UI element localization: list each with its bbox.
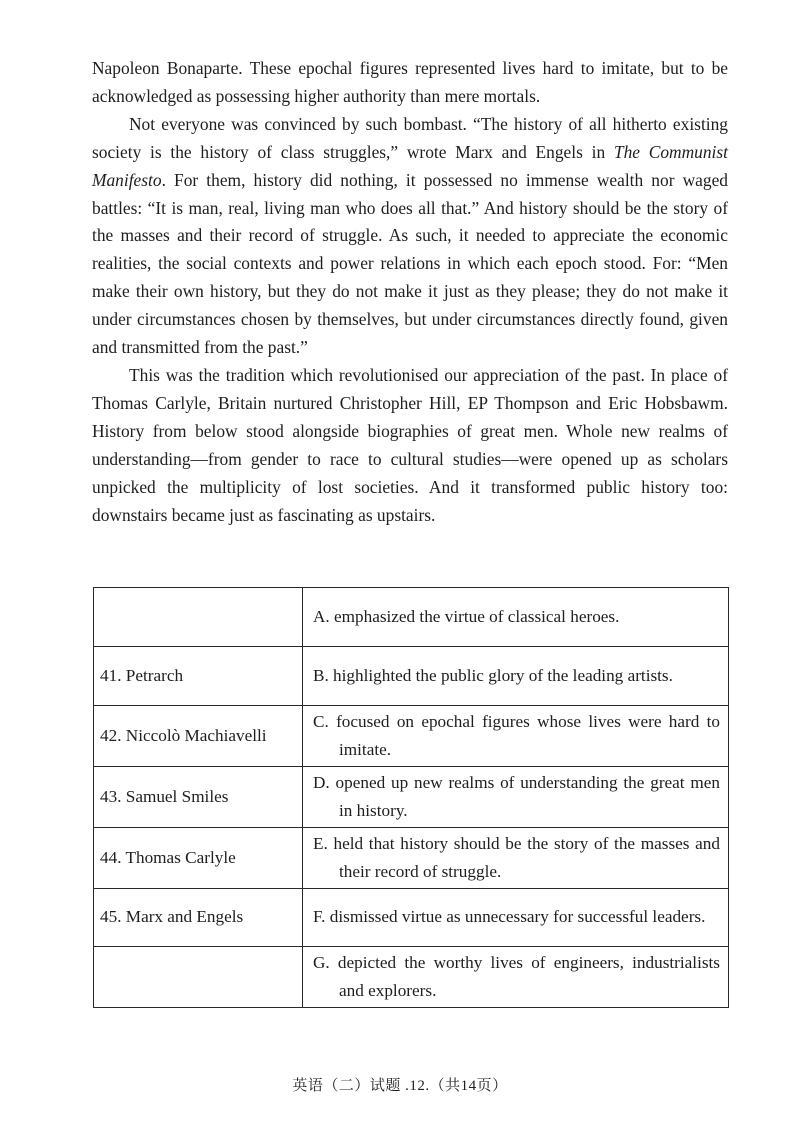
option-cell [303,888,729,947]
question-cell [94,947,303,1008]
book-title: The Communist Manifesto [92,141,728,190]
question-cell: 45. Marx and Engels [94,888,303,947]
passage-paragraph: This was the tradition which revolutionised our appreciation of the past. In place of Thomas Carlyle, Britain nurtured Christopher Hill, EP Thompson and Eric Hobsbawm. History from below stood alongside biographies of great men. Whole new realms of understanding—from gender to race to cultural studies—were opened up as scholars unpicked the multiplicity of lost societies. And it transformed public history too: downstairs became just as fascinating as upstairs. [92,364,728,525]
table-row [94,827,729,888]
passage-paragraph: Napoleon Bonaparte. These epochal figures represented lives hard to imitate, but to be acknowledged as possessing higher authority than mere mortals. [92,58,728,106]
table-row [94,766,729,827]
option-text: B. highlighted the public glory of the leading artists. [313,665,673,685]
option-cell [303,947,729,1008]
option-cell [303,588,729,647]
table-row [94,947,729,1008]
passage-text-run: . For them, history did nothing, it possessed no immense wealth nor waged battles: “It is man, real, living man who does all that.” And history should be the story of the masses and their record of struggle. As such, it needed to appreciate the economic realities, the social contexts and power relations in which each epoch stood. For: “Men make their own history, but they do not make it just as they please; they do not make it under circumstances chosen by themselves, but under circumstances directly found, given and transmitted from the past.” [92,169,728,358]
passage-paragraph [92,111,728,362]
table-row [94,646,729,705]
option-cell [303,705,729,766]
table-row [94,705,729,766]
question-cell: 43. Samuel Smiles [94,766,303,827]
table-row [94,888,729,947]
passage-text [92,55,728,529]
table-row [94,588,729,647]
question-cell: 42. Niccolò Machiavelli [94,705,303,766]
option-cell [303,766,729,827]
option-text: D. opened up new realms of understanding the great men in history. [313,772,720,820]
question-cell: 41. Petrarch [94,646,303,705]
page-footer: 英语（二）试题 .12.（共14页） [292,1078,508,1094]
passage-text-run: Not everyone was convinced by such bombast. “The history of all hitherto existing society is the history of class struggles,” wrote Marx and Engels in [92,113,728,162]
matching-table [93,587,729,1008]
question-cell [94,588,303,647]
option-text: G. depicted the worthy lives of engineers, industrialists and explorers. [313,953,720,1001]
option-cell [303,646,729,705]
option-text: F. dismissed virtue as unnecessary for successful leaders. [313,907,706,927]
option-text: E. held that history should be the story of the masses and their record of struggle. [313,833,720,881]
question-cell: 44. Thomas Carlyle [94,827,303,888]
option-text: C. focused on epochal figures whose lives were hard to imitate. [313,711,720,759]
option-cell [303,827,729,888]
option-text: A. emphasized the virtue of classical heroes. [313,606,620,626]
